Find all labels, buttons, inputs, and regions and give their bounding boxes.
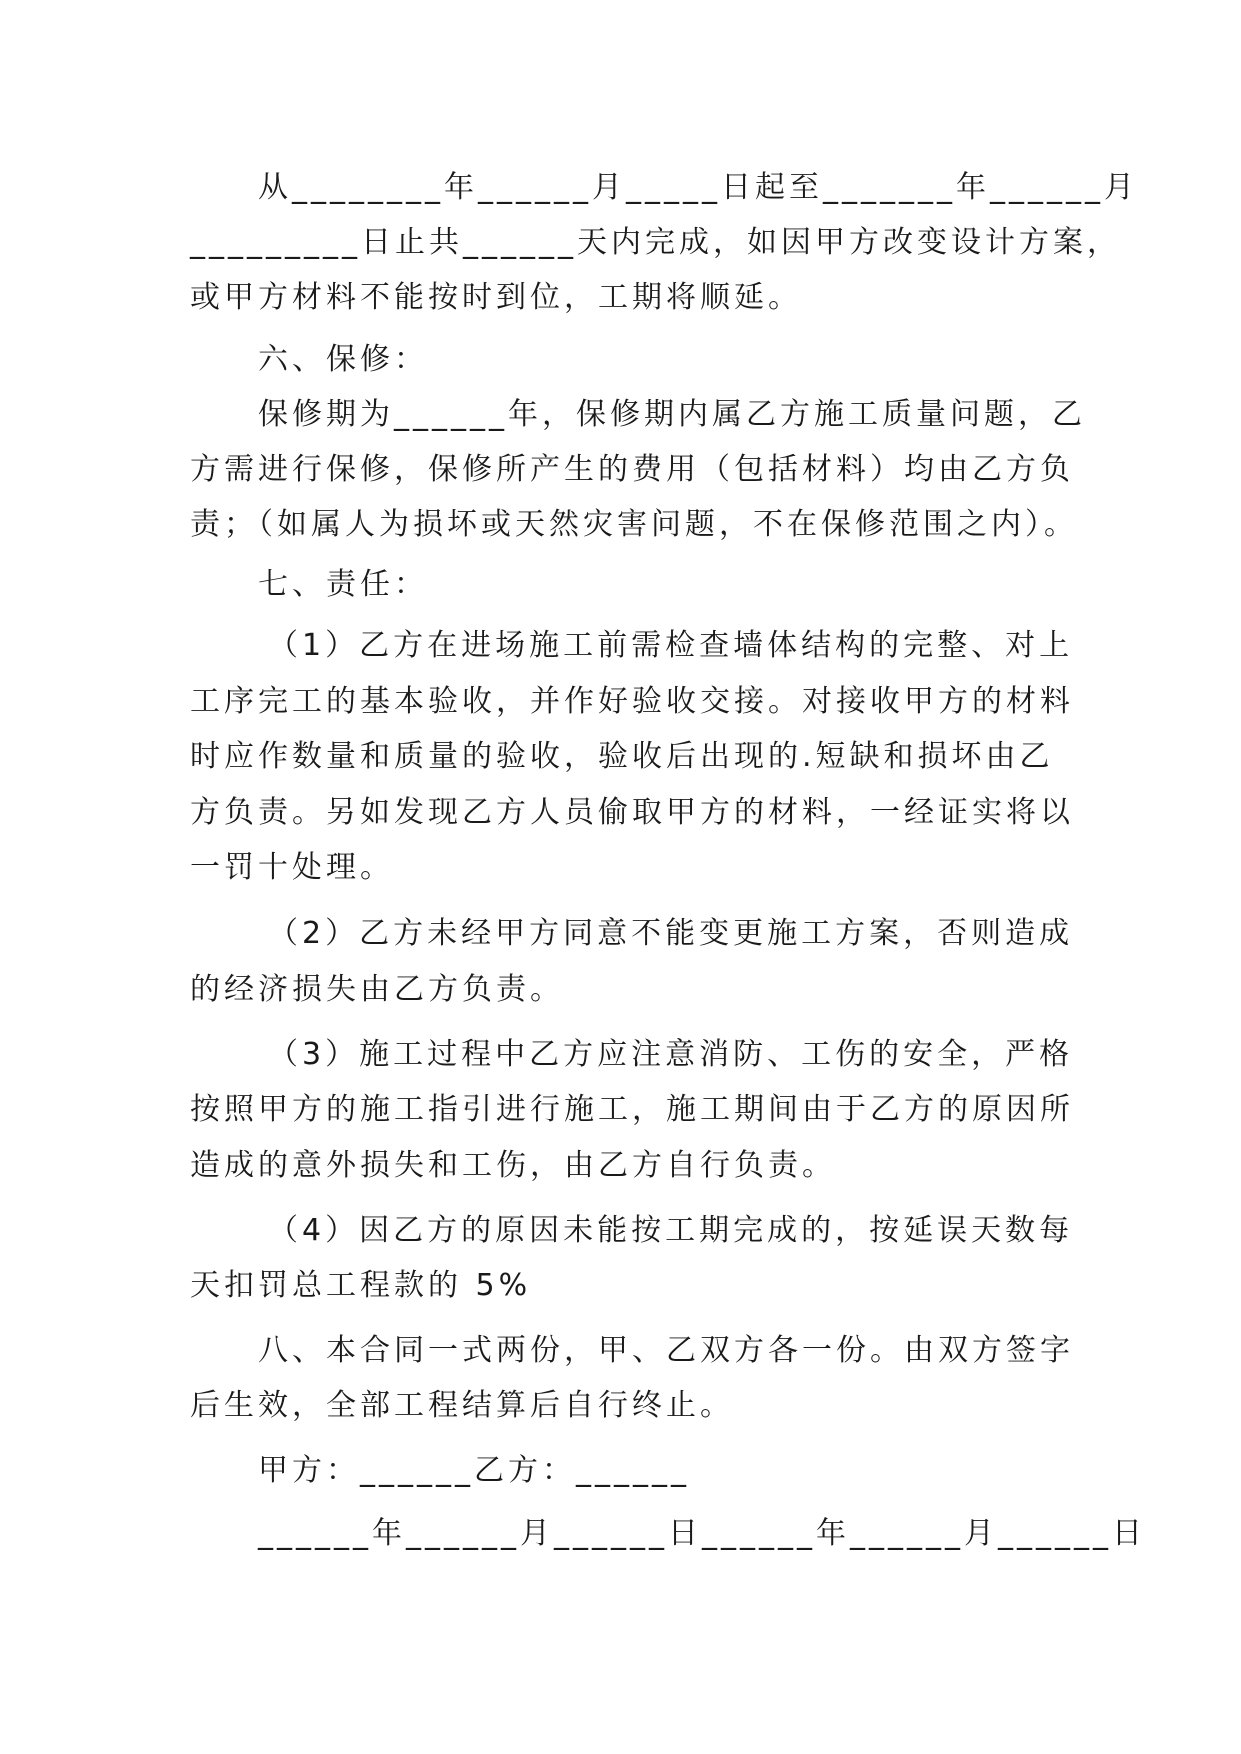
section-heading-liability: 七、责任： [258, 567, 428, 602]
schedule-line-3: 或甲方材料不能按时到位，工期将顺延。 [190, 280, 802, 315]
section-8-line-2: 后生效，全部工程结算后自行终止。 [190, 1388, 734, 1423]
schedule-line-1: 从________年______月_____日起至_______年______月 [258, 170, 1138, 205]
warranty-line-3: 责；（如属人为损坏或天然灾害问题，不在保修范围之内）。 [190, 507, 1078, 542]
date-line: ______年______月______日______年______月______日 [258, 1516, 1146, 1551]
clause-2-line-1: （2）乙方未经甲方同意不能变更施工方案，否则造成 [268, 916, 1074, 951]
clause-1-line-1: （1）乙方在进场施工前需检查墙体结构的完整、对上 [268, 628, 1074, 663]
schedule-line-2: _________日止共______天内完成，如因甲方改变设计方案， [190, 225, 1121, 260]
clause-4-line-1: （4）因乙方的原因未能按工期完成的，按延误天数每 [268, 1213, 1074, 1248]
warranty-line-2: 方需进行保修，保修所产生的费用（包括材料）均由乙方负 [190, 452, 1074, 487]
warranty-line-1: 保修期为______年，保修期内属乙方施工质量问题，乙 [258, 397, 1086, 432]
signature-line: 甲方：______乙方：______ [258, 1453, 690, 1488]
section-heading-warranty: 六、保修： [258, 342, 428, 377]
section-8-line-1: 八、本合同一式两份，甲、乙双方各一份。由双方签字 [258, 1333, 1074, 1368]
clause-1-line-3: 时应作数量和质量的验收，验收后出现的.短缺和损坏由乙 [190, 739, 1054, 774]
clause-3-line-2: 按照甲方的施工指引进行施工，施工期间由于乙方的原因所 [190, 1092, 1074, 1127]
clause-2-line-2: 的经济损失由乙方负责。 [190, 972, 564, 1007]
clause-1-line-4: 方负责。另如发现乙方人员偷取甲方的材料，一经证实将以 [190, 795, 1074, 830]
clause-4-line-2: 天扣罚总工程款的 5% [190, 1268, 532, 1303]
clause-1-line-5: 一罚十处理。 [190, 850, 394, 885]
clause-3-line-1: （3）施工过程中乙方应注意消防、工伤的安全，严格 [268, 1037, 1074, 1072]
clause-3-line-3: 造成的意外损失和工伤，由乙方自行负责。 [190, 1148, 836, 1183]
clause-1-line-2: 工序完工的基本验收，并作好验收交接。对接收甲方的材料 [190, 684, 1074, 719]
